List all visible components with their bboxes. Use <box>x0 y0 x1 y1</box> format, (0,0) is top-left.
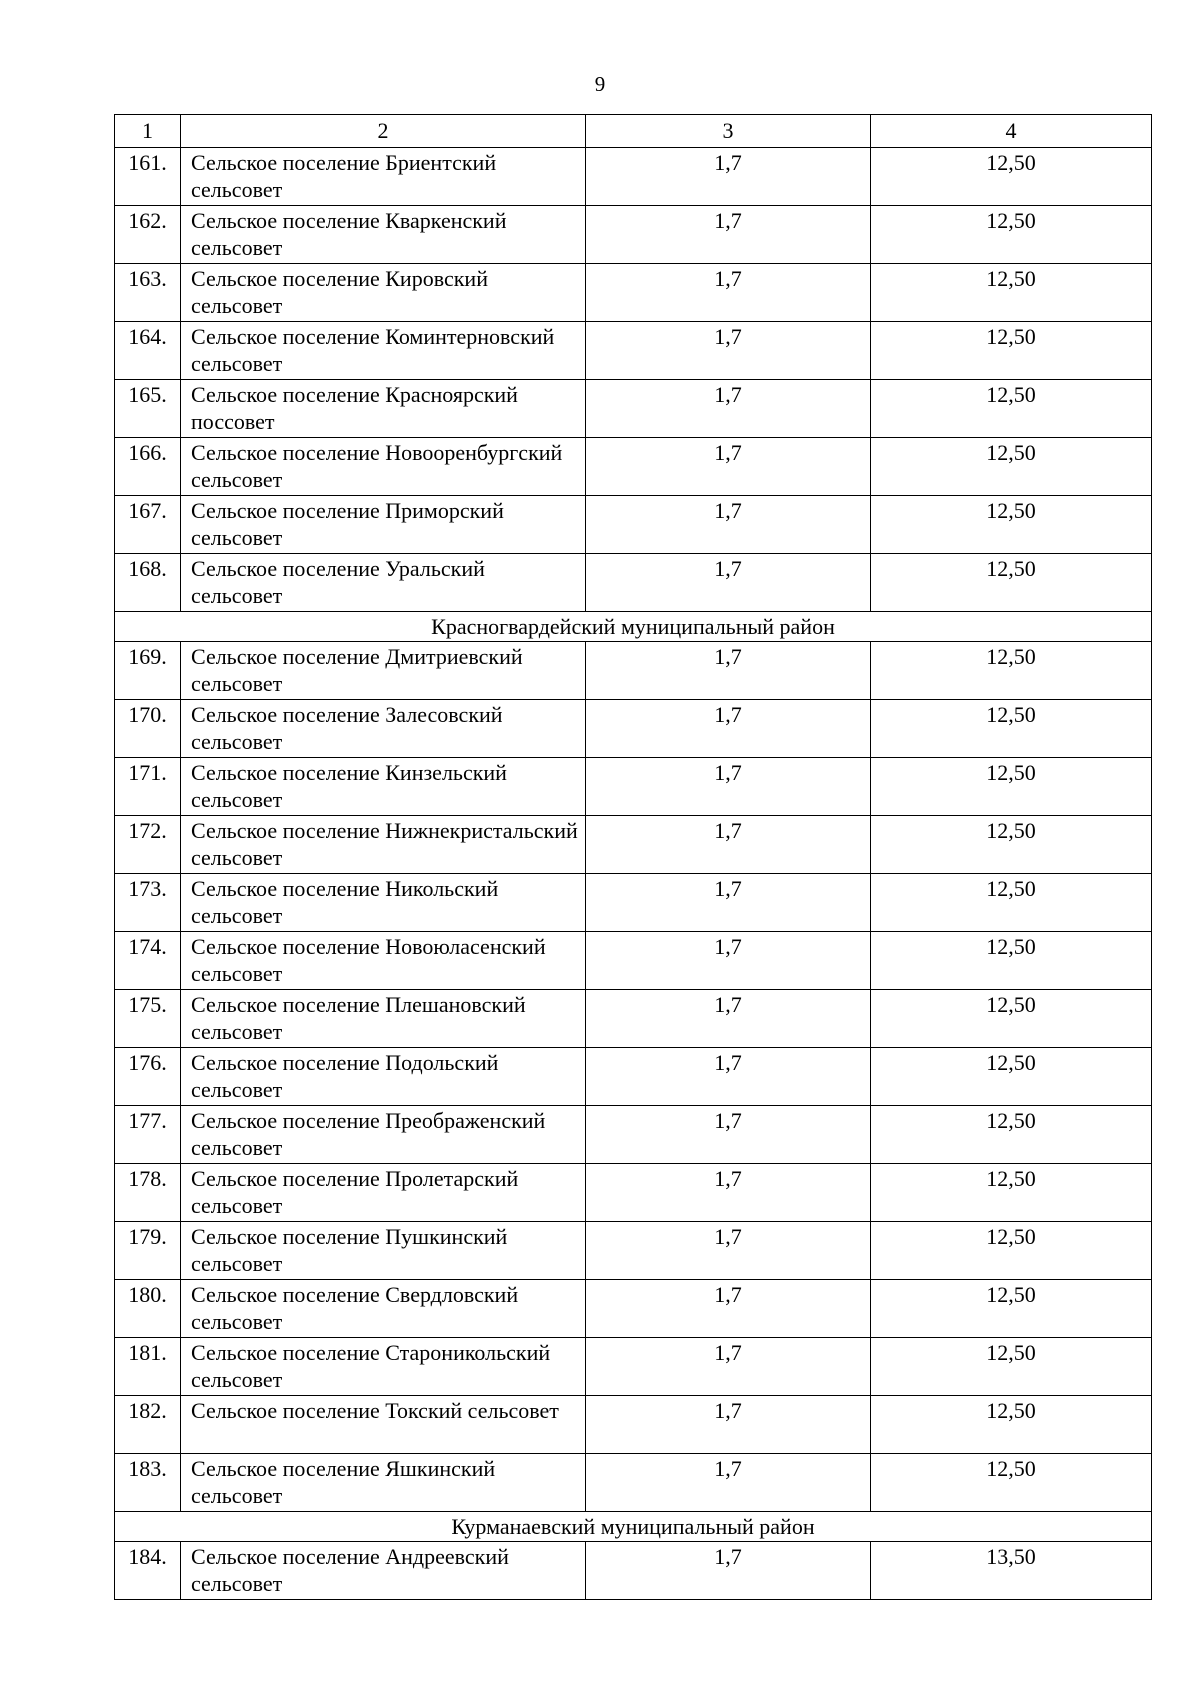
settlement-name: Сельское поселение Новооренбургский сельсовет <box>181 438 586 496</box>
table-row <box>115 1542 1152 1600</box>
table-row <box>115 1338 1152 1396</box>
value-col4: 12,50 <box>871 264 1152 322</box>
table-header-row <box>115 115 1152 148</box>
value-col3: 1,7 <box>586 758 871 816</box>
row-number: 174. <box>115 932 181 990</box>
row-number: 167. <box>115 496 181 554</box>
settlement-name: Сельское поселение Токский сельсовет <box>181 1396 586 1454</box>
settlement-name: Сельское поселение Преображенский сельсовет <box>181 1106 586 1164</box>
value-col3: 1,7 <box>586 1396 871 1454</box>
row-number: 178. <box>115 1164 181 1222</box>
value-col3: 1,7 <box>586 700 871 758</box>
row-number: 181. <box>115 1338 181 1396</box>
value-col3: 1,7 <box>586 1222 871 1280</box>
settlement-name: Сельское поселение Никольский сельсовет <box>181 874 586 932</box>
settlement-name: Сельское поселение Пушкинский сельсовет <box>181 1222 586 1280</box>
value-col4: 12,50 <box>871 496 1152 554</box>
table-row <box>115 438 1152 496</box>
value-col3: 1,7 <box>586 264 871 322</box>
settlement-name: Сельское поселение Новоюласенский сельсовет <box>181 932 586 990</box>
row-number: 183. <box>115 1454 181 1512</box>
district-title: Курманаевский муниципальный район <box>115 1512 1152 1542</box>
table-row <box>115 874 1152 932</box>
value-col3: 1,7 <box>586 1164 871 1222</box>
table-row <box>115 264 1152 322</box>
settlement-name: Сельское поселение Староникольский сельсовет <box>181 1338 586 1396</box>
settlement-name: Сельское поселение Кировский сельсовет <box>181 264 586 322</box>
header-cell-col4: 4 <box>871 115 1152 148</box>
settlement-name: Сельское поселение Пролетарский сельсовет <box>181 1164 586 1222</box>
table-row <box>115 1280 1152 1338</box>
value-col4: 12,50 <box>871 758 1152 816</box>
row-number: 169. <box>115 642 181 700</box>
row-number: 175. <box>115 990 181 1048</box>
row-number: 168. <box>115 554 181 612</box>
value-col4: 12,50 <box>871 1048 1152 1106</box>
table-row <box>115 932 1152 990</box>
settlement-name: Сельское поселение Залесовский сельсовет <box>181 700 586 758</box>
value-col3: 1,7 <box>586 874 871 932</box>
settlement-name: Сельское поселение Приморский сельсовет <box>181 496 586 554</box>
table-row <box>115 816 1152 874</box>
value-col3: 1,7 <box>586 1542 871 1600</box>
value-col3: 1,7 <box>586 380 871 438</box>
row-number: 166. <box>115 438 181 496</box>
header-cell-col1: 1 <box>115 115 181 148</box>
settlement-name: Сельское поселение Дмитриевский сельсовет <box>181 642 586 700</box>
table-row <box>115 206 1152 264</box>
value-col4: 12,50 <box>871 700 1152 758</box>
settlement-name: Сельское поселение Яшкинский сельсовет <box>181 1454 586 1512</box>
value-col4: 12,50 <box>871 990 1152 1048</box>
table-row <box>115 642 1152 700</box>
row-number: 164. <box>115 322 181 380</box>
value-col3: 1,7 <box>586 816 871 874</box>
value-col3: 1,7 <box>586 932 871 990</box>
table-row <box>115 758 1152 816</box>
settlement-name: Сельское поселение Кинзельский сельсовет <box>181 758 586 816</box>
value-col4: 12,50 <box>871 1164 1152 1222</box>
table-row <box>115 1048 1152 1106</box>
row-number: 184. <box>115 1542 181 1600</box>
value-col4: 12,50 <box>871 1222 1152 1280</box>
table-row <box>115 700 1152 758</box>
row-number: 161. <box>115 148 181 206</box>
district-title: Красногвардейский муниципальный район <box>115 612 1152 642</box>
row-number: 171. <box>115 758 181 816</box>
settlement-name: Сельское поселение Красноярский поссовет <box>181 380 586 438</box>
value-col4: 12,50 <box>871 380 1152 438</box>
value-col4: 12,50 <box>871 642 1152 700</box>
value-col3: 1,7 <box>586 990 871 1048</box>
row-number: 172. <box>115 816 181 874</box>
value-col4: 12,50 <box>871 1106 1152 1164</box>
value-col4: 12,50 <box>871 1396 1152 1454</box>
value-col3: 1,7 <box>586 496 871 554</box>
row-number: 176. <box>115 1048 181 1106</box>
value-col3: 1,7 <box>586 554 871 612</box>
value-col3: 1,7 <box>586 642 871 700</box>
value-col3: 1,7 <box>586 1048 871 1106</box>
value-col4: 12,50 <box>871 816 1152 874</box>
table-row <box>115 148 1152 206</box>
table-row <box>115 1164 1152 1222</box>
row-number: 177. <box>115 1106 181 1164</box>
settlement-name: Сельское поселение Коминтерновский сельсовет <box>181 322 586 380</box>
table-row <box>115 496 1152 554</box>
value-col4: 12,50 <box>871 1454 1152 1512</box>
row-number: 180. <box>115 1280 181 1338</box>
table-row <box>115 1454 1152 1512</box>
settlement-name: Сельское поселение Андреевский сельсовет <box>181 1542 586 1600</box>
table-row <box>115 1222 1152 1280</box>
row-number: 179. <box>115 1222 181 1280</box>
table-row <box>115 380 1152 438</box>
settlement-name: Сельское поселение Нижнекристальский сельсовет <box>181 816 586 874</box>
settlement-name: Сельское поселение Кваркенский сельсовет <box>181 206 586 264</box>
settlement-name: Сельское поселение Уральский сельсовет <box>181 554 586 612</box>
value-col3: 1,7 <box>586 1338 871 1396</box>
row-number: 163. <box>115 264 181 322</box>
header-cell-col3: 3 <box>586 115 871 148</box>
value-col4: 12,50 <box>871 554 1152 612</box>
value-col3: 1,7 <box>586 206 871 264</box>
value-col4: 12,50 <box>871 1280 1152 1338</box>
row-number: 170. <box>115 700 181 758</box>
district-section-row <box>115 1512 1152 1542</box>
value-col4: 12,50 <box>871 438 1152 496</box>
district-section-row <box>115 612 1152 642</box>
value-col4: 12,50 <box>871 206 1152 264</box>
value-col4: 13,50 <box>871 1542 1152 1600</box>
row-number: 162. <box>115 206 181 264</box>
row-number: 182. <box>115 1396 181 1454</box>
settlement-name: Сельское поселение Плешановский сельсовет <box>181 990 586 1048</box>
value-col3: 1,7 <box>586 438 871 496</box>
header-cell-col2: 2 <box>181 115 586 148</box>
value-col4: 12,50 <box>871 148 1152 206</box>
value-col4: 12,50 <box>871 322 1152 380</box>
value-col4: 12,50 <box>871 932 1152 990</box>
table-row <box>115 322 1152 380</box>
settlement-name: Сельское поселение Свердловский сельсовет <box>181 1280 586 1338</box>
table-row <box>115 554 1152 612</box>
settlements-table <box>114 114 1152 1600</box>
page-number: 9 <box>594 72 606 96</box>
value-col4: 12,50 <box>871 874 1152 932</box>
table-row <box>115 1106 1152 1164</box>
row-number: 165. <box>115 380 181 438</box>
value-col3: 1,7 <box>586 1454 871 1512</box>
table-row <box>115 1396 1152 1454</box>
row-number: 173. <box>115 874 181 932</box>
value-col3: 1,7 <box>586 1280 871 1338</box>
table-row <box>115 990 1152 1048</box>
value-col3: 1,7 <box>586 322 871 380</box>
value-col3: 1,7 <box>586 1106 871 1164</box>
settlement-name: Сельское поселение Бриентский сельсовет <box>181 148 586 206</box>
settlement-name: Сельское поселение Подольский сельсовет <box>181 1048 586 1106</box>
value-col4: 12,50 <box>871 1338 1152 1396</box>
value-col3: 1,7 <box>586 148 871 206</box>
